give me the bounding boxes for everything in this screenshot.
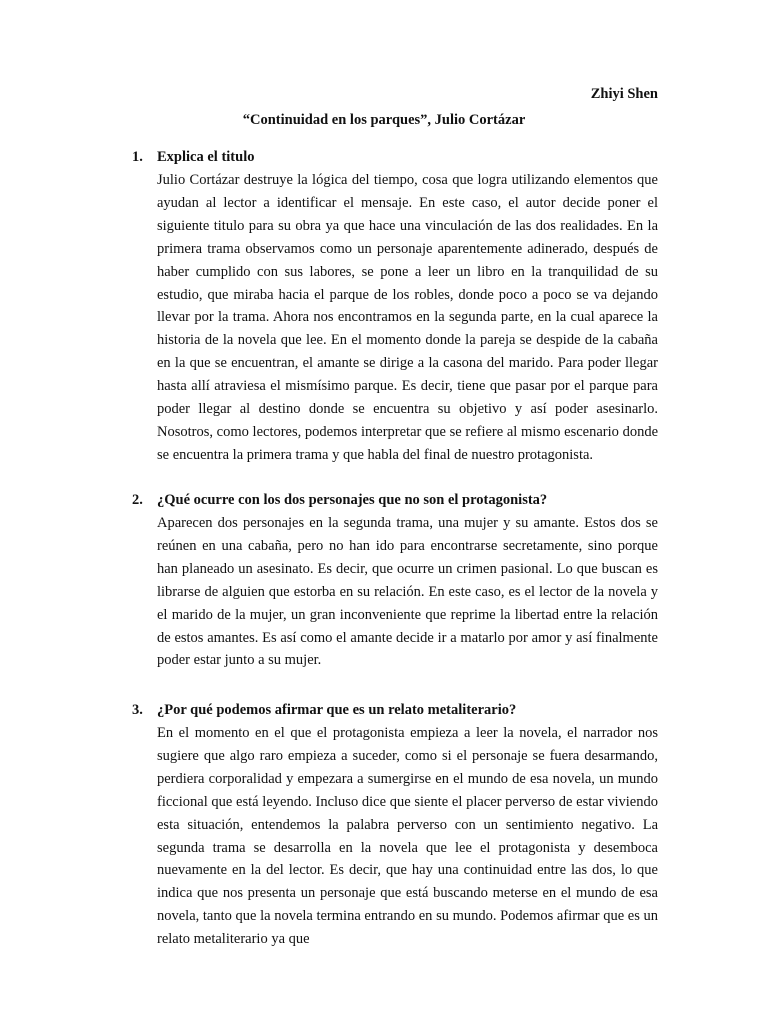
- answer-paragraph: En el momento en el que el protagonista empieza a leer la novela, el narrador nos sugiere que algo raro empieza a suceder, como si el personaje se fuera desarmando, perdiera corporalidad y empezara a sumergirse en el mundo de esa novela, un mundo ficcional que está leyendo. Incluso dice que siente el placer perverso de estar viviendo esta situación, entendemos la palabra perverso con un sentimiento negativo. La segunda trama se desarrolla en la novela que lee el protagonista y desemboca nuevamente en la del lector. Es decir, que hay una continuidad entre las dos, lo que indica que nos presenta un personaje que está buscando meterse en el mundo de esa novela, tanto que la novela termina entrando en su mundo. Podemos afirmar que es un relato metaliterario ya que: [157, 725, 658, 948]
- document-title: “Continuidad en los parques”, Julio Cortázar: [242, 112, 526, 128]
- question-heading: Explica el titulo: [157, 149, 255, 165]
- question-number: 1.: [132, 149, 143, 165]
- question-number: 2.: [132, 492, 143, 508]
- answer-paragraph: Julio Cortázar destruye la lógica del tiempo, cosa que logra utilizando elementos que ayudan al lector a identificar el mensaje. En este caso, el autor decide poner el siguiente titulo para su obra ya que hace una vinculación de las dos realidades. En la primera trama observamos como un personaje aparentemente adinerado, después de haber cumplido con sus labores, se pone a leer un libro en la tranquilidad de su estudio, que miraba hacia el parque de los robles, donde poco a poco se va dejando llevar por la trama. Ahora nos encontramos en la segunda parte, en la cual aparece la historia de la novela que lee. En el momento donde la pareja se despide de la cabaña en la que se encuentran, el amante se dirige a la casona del marido. Para poder llegar hasta allí atraviesa el mismísimo parque. Es decir, tiene que pasar por el parque para poder llegar al destino donde se encuentra su objetivo y así poder asesinarlo. Nosotros, como lectores, podemos interpretar que se refiere al mismo escenario donde se encuentra la primera trama y que habla del final de nuestro protagonista.: [157, 172, 658, 463]
- question-heading: ¿Qué ocurre con los dos personajes que no son el protagonista?: [157, 492, 548, 508]
- question-section-1: [132, 146, 658, 467]
- question-heading: ¿Por qué podemos afirmar que es un relato metaliterario?: [157, 702, 517, 718]
- question-section-2: [132, 489, 658, 672]
- question-number: 3.: [132, 702, 143, 718]
- question-section-3: [132, 699, 658, 951]
- author-name: Zhiyi Shen: [590, 86, 658, 102]
- answer-paragraph: Aparecen dos personajes en la segunda trama, una mujer y su amante. Estos dos se reúnen en una cabaña, pero no han ido para encontrarse secretamente, sino porque han planeado un asesinato. Es decir, que ocurre un crimen pasional. Lo que buscan es librarse de alguien que estorba en su relación. En este caso, es el lector de la novela y el marido de la mujer, un gran inconveniente que reprime la libertad entre la relación de estos amantes. Es así como el amante decide ir a matarlo por amor y así finalmente poder estar junto a su mujer.: [157, 515, 658, 669]
